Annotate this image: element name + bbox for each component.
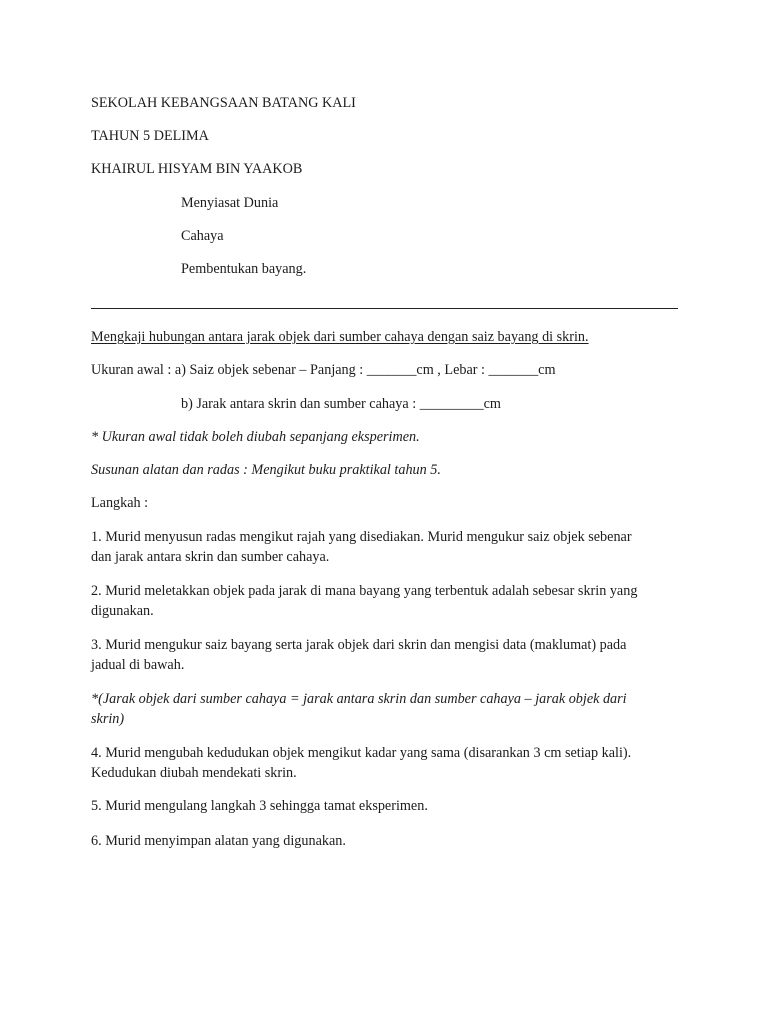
step-4-line-2: Kedudukan diubah mendekati skrin. bbox=[91, 765, 297, 781]
step-3-line-1: 3. Murid mengukur saiz bayang serta jarak objek dari skrin dan mengisi data (maklumat) pada bbox=[91, 637, 627, 653]
measure-note: * Ukuran awal tidak boleh diubah sepanjang eksperimen. bbox=[91, 429, 420, 445]
formula-line-2: skrin) bbox=[91, 711, 125, 727]
class-name: TAHUN 5 DELIMA bbox=[91, 128, 209, 144]
apparatus-line: Susunan alatan dan radas : Mengikut buku praktikal tahun 5. bbox=[91, 462, 441, 478]
step-1-line-1: 1. Murid menyusun radas mengikut rajah yang disediakan. Murid mengukur saiz objek sebenar bbox=[91, 529, 632, 545]
initial-measure-a: Ukuran awal : a) Saiz objek sebenar – Panjang : _______cm , Lebar : _______cm bbox=[91, 362, 556, 378]
aim-statement: Mengkaji hubungan antara jarak objek dari sumber cahaya dengan saiz bayang di skrin. bbox=[91, 329, 589, 345]
step-1-line-2: dan jarak antara skrin dan sumber cahaya. bbox=[91, 549, 330, 565]
school-name: SEKOLAH KEBANGSAAN BATANG KALI bbox=[91, 95, 356, 111]
step-3-line-2: jadual di bawah. bbox=[91, 657, 185, 673]
steps-heading: Langkah : bbox=[91, 495, 149, 511]
divider-line bbox=[91, 308, 678, 309]
step-6: 6. Murid menyimpan alatan yang digunakan. bbox=[91, 833, 346, 849]
formula-line-1: *(Jarak objek dari sumber cahaya = jarak antara skrin dan sumber cahaya – jarak objek dari bbox=[91, 691, 627, 707]
step-2-line-1: 2. Murid meletakkan objek pada jarak di mana bayang yang terbentuk adalah sebesar skrin yang bbox=[91, 583, 638, 599]
step-5: 5. Murid mengulang langkah 3 sehingga tamat eksperimen. bbox=[91, 798, 428, 814]
step-4-line-1: 4. Murid mengubah kedudukan objek mengikut kadar yang sama (disarankan 3 cm setiap kali). bbox=[91, 745, 632, 761]
topic-title: Pembentukan bayang. bbox=[181, 261, 307, 277]
initial-measure-b: b) Jarak antara skrin dan sumber cahaya : _________cm bbox=[181, 396, 501, 412]
subject-title: Menyiasat Dunia bbox=[181, 195, 279, 211]
student-name: KHAIRUL HISYAM BIN YAAKOB bbox=[91, 161, 303, 177]
unit-title: Cahaya bbox=[181, 228, 224, 244]
step-2-line-2: digunakan. bbox=[91, 603, 154, 619]
